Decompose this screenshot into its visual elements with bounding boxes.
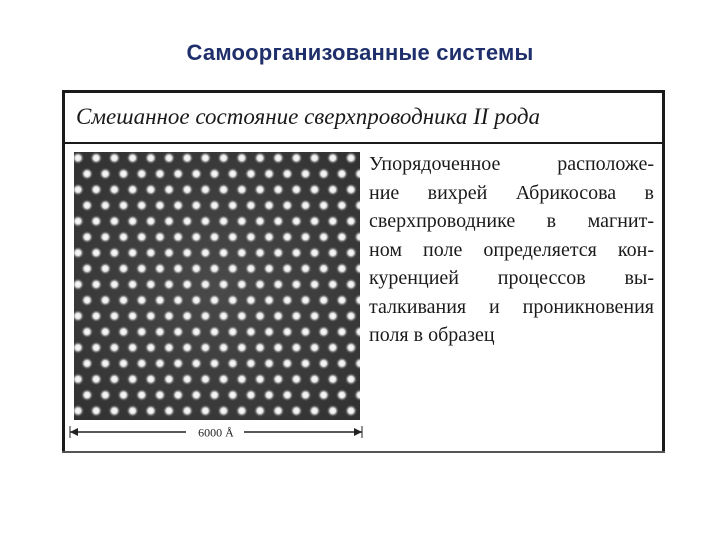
vortex-dot bbox=[308, 246, 321, 259]
figure-border-right bbox=[662, 90, 665, 453]
vortex-dot bbox=[90, 373, 103, 386]
vortex-dot bbox=[144, 404, 157, 417]
vortex-dot bbox=[281, 262, 294, 275]
vortex-dot bbox=[308, 373, 321, 386]
caption-line: куренцией процессов вы- bbox=[369, 267, 654, 289]
vortex-dot bbox=[163, 404, 176, 417]
vortex-dot bbox=[345, 373, 358, 386]
vortex-dot bbox=[90, 246, 103, 259]
scale-bar bbox=[66, 422, 366, 442]
vortex-dot bbox=[290, 246, 303, 259]
vortex-dot bbox=[245, 262, 258, 275]
vortex-dot bbox=[336, 199, 349, 212]
vortex-dot bbox=[217, 404, 230, 417]
vortex-dot bbox=[235, 183, 248, 196]
vortex-dot bbox=[254, 278, 267, 291]
vortex-dot bbox=[299, 294, 312, 307]
vortex-dot bbox=[126, 373, 139, 386]
vortex-dot bbox=[108, 183, 121, 196]
vortex-dot bbox=[154, 357, 167, 370]
vortex-dot bbox=[326, 246, 339, 259]
vortex-dot bbox=[144, 246, 157, 259]
vortex-dot bbox=[208, 357, 221, 370]
vortex-dot bbox=[290, 404, 303, 417]
vortex-dot bbox=[326, 341, 339, 354]
vortex-dot bbox=[81, 167, 94, 180]
vortex-dot bbox=[235, 341, 248, 354]
vortex-dot bbox=[199, 341, 212, 354]
vortex-dot bbox=[226, 199, 239, 212]
vortex-dot bbox=[154, 262, 167, 275]
vortex-dot bbox=[144, 152, 157, 164]
vortex-dot bbox=[135, 294, 148, 307]
vortex-dot bbox=[290, 183, 303, 196]
vortex-dot bbox=[144, 373, 157, 386]
figure-heading: Смешанное состояние сверхпроводника II рода bbox=[76, 104, 540, 129]
vortex-dot bbox=[154, 294, 167, 307]
vortex-dot bbox=[117, 262, 130, 275]
vortex-dot bbox=[199, 215, 212, 228]
vortex-dot bbox=[81, 294, 94, 307]
vortex-dot bbox=[135, 262, 148, 275]
vortex-dot bbox=[263, 231, 276, 244]
vortex-dot bbox=[208, 294, 221, 307]
vortex-dot bbox=[199, 278, 212, 291]
vortex-dot bbox=[190, 357, 203, 370]
vortex-dot bbox=[317, 389, 330, 402]
vortex-dot bbox=[263, 262, 276, 275]
vortex-dot bbox=[181, 373, 194, 386]
vortex-dot bbox=[263, 389, 276, 402]
vortex-dot bbox=[317, 357, 330, 370]
vortex-dot bbox=[235, 246, 248, 259]
vortex-dot bbox=[308, 310, 321, 323]
vortex-dot bbox=[181, 215, 194, 228]
vortex-dot bbox=[117, 167, 130, 180]
vortex-dot bbox=[90, 215, 103, 228]
vortex-dot bbox=[90, 278, 103, 291]
vortex-dot bbox=[345, 215, 358, 228]
vortex-dot bbox=[117, 199, 130, 212]
vortex-dot bbox=[199, 310, 212, 323]
vortex-dot bbox=[272, 152, 285, 164]
vortex-dot bbox=[190, 262, 203, 275]
vortex-dot bbox=[181, 278, 194, 291]
caption-line: талкивания и проникновения bbox=[369, 295, 654, 318]
vortex-dot bbox=[135, 167, 148, 180]
vortex-dot bbox=[245, 167, 258, 180]
vortex-dot bbox=[345, 246, 358, 259]
vortex-dot bbox=[190, 231, 203, 244]
vortex-dot bbox=[299, 167, 312, 180]
vortex-dot bbox=[245, 389, 258, 402]
vortex-dot bbox=[245, 357, 258, 370]
vortex-dot bbox=[235, 373, 248, 386]
vortex-dot bbox=[99, 231, 112, 244]
vortex-dot bbox=[117, 357, 130, 370]
figure-heading-divider bbox=[62, 142, 665, 144]
vortex-dot bbox=[254, 404, 267, 417]
vortex-dot bbox=[135, 325, 148, 338]
vortex-dot bbox=[336, 357, 349, 370]
vortex-dot bbox=[299, 199, 312, 212]
vortex-dot bbox=[217, 310, 230, 323]
vortex-dot bbox=[254, 310, 267, 323]
vortex-dot bbox=[90, 310, 103, 323]
vortex-dot bbox=[199, 152, 212, 164]
vortex-dot bbox=[245, 294, 258, 307]
vortex-dot bbox=[181, 152, 194, 164]
vortex-dot bbox=[163, 278, 176, 291]
vortex-dot bbox=[172, 199, 185, 212]
vortex-dot bbox=[126, 310, 139, 323]
vortex-dot bbox=[199, 404, 212, 417]
vortex-dot bbox=[272, 310, 285, 323]
vortex-dot bbox=[172, 325, 185, 338]
vortex-dot bbox=[135, 231, 148, 244]
figure-border-top bbox=[62, 90, 665, 93]
caption-line: поля в образец bbox=[369, 324, 495, 346]
vortex-dot bbox=[81, 262, 94, 275]
vortex-dot bbox=[317, 231, 330, 244]
vortex-dot bbox=[163, 215, 176, 228]
vortex-dot bbox=[144, 278, 157, 291]
vortex-dot bbox=[163, 183, 176, 196]
vortex-dot bbox=[108, 215, 121, 228]
vortex-dot bbox=[163, 246, 176, 259]
vortex-dot bbox=[208, 167, 221, 180]
vortex-dot bbox=[181, 183, 194, 196]
vortex-dot bbox=[308, 215, 321, 228]
vortex-dot bbox=[217, 373, 230, 386]
vortex-dot bbox=[126, 246, 139, 259]
vortex-dot bbox=[144, 341, 157, 354]
vortex-dot bbox=[217, 278, 230, 291]
vortex-dot bbox=[254, 246, 267, 259]
vortex-dot bbox=[126, 183, 139, 196]
vortex-dot bbox=[172, 389, 185, 402]
vortex-dot bbox=[317, 262, 330, 275]
figure-panel bbox=[62, 90, 665, 453]
vortex-dot bbox=[90, 152, 103, 164]
figure-caption bbox=[369, 150, 654, 350]
vortex-dot bbox=[190, 199, 203, 212]
vortex-dot bbox=[126, 152, 139, 164]
vortex-dot bbox=[226, 262, 239, 275]
vortex-dot bbox=[217, 152, 230, 164]
vortex-dot bbox=[108, 152, 121, 164]
vortex-dot bbox=[99, 199, 112, 212]
vortex-dot bbox=[226, 231, 239, 244]
vortex-dot bbox=[154, 325, 167, 338]
vortex-dot bbox=[199, 183, 212, 196]
vortex-dot bbox=[290, 341, 303, 354]
vortex-dot bbox=[99, 294, 112, 307]
vortex-dot bbox=[290, 310, 303, 323]
figure-border-left bbox=[62, 90, 65, 453]
scale-label: 6000 Å bbox=[198, 425, 234, 440]
vortex-dot bbox=[172, 167, 185, 180]
vortex-dot bbox=[81, 231, 94, 244]
vortex-dot bbox=[172, 357, 185, 370]
vortex-dot bbox=[299, 262, 312, 275]
vortex-dot bbox=[144, 183, 157, 196]
vortex-dot bbox=[135, 389, 148, 402]
vortex-dot bbox=[263, 167, 276, 180]
vortex-dot bbox=[172, 231, 185, 244]
vortex-lattice-image bbox=[74, 152, 360, 420]
vortex-dot bbox=[345, 183, 358, 196]
slide-title: Самоорганизованные системы bbox=[186, 40, 534, 65]
vortex-dot bbox=[190, 325, 203, 338]
vortex-dot bbox=[226, 389, 239, 402]
vortex-dot bbox=[235, 215, 248, 228]
caption-line: сверхпроводнике в магнит- bbox=[369, 210, 654, 232]
vortex-dot bbox=[108, 404, 121, 417]
vortex-dot bbox=[181, 404, 194, 417]
vortex-dot bbox=[245, 325, 258, 338]
vortex-dot bbox=[281, 199, 294, 212]
vortex-dot bbox=[172, 262, 185, 275]
vortex-dot bbox=[272, 246, 285, 259]
vortex-dot bbox=[272, 215, 285, 228]
vortex-dot bbox=[217, 183, 230, 196]
vortex-dot bbox=[299, 357, 312, 370]
vortex-dot bbox=[172, 294, 185, 307]
vortex-dot bbox=[272, 278, 285, 291]
vortex-dot bbox=[254, 215, 267, 228]
vortex-dot bbox=[336, 325, 349, 338]
caption-line: Упорядоченное расположе- bbox=[369, 153, 654, 175]
caption-line: ние вихрей Абрикосова в bbox=[369, 181, 654, 204]
vortex-dot bbox=[126, 341, 139, 354]
vortex-dot bbox=[308, 404, 321, 417]
vortex-dot bbox=[126, 215, 139, 228]
vortex-dot bbox=[154, 389, 167, 402]
vortex-dot bbox=[281, 294, 294, 307]
vortex-dot bbox=[336, 294, 349, 307]
vortex-dot bbox=[326, 404, 339, 417]
vortex-dot bbox=[336, 231, 349, 244]
vortex-dot bbox=[163, 152, 176, 164]
vortex-dot bbox=[326, 215, 339, 228]
vortex-dot bbox=[336, 389, 349, 402]
vortex-dot bbox=[144, 215, 157, 228]
vortex-dot bbox=[99, 325, 112, 338]
vortex-dot bbox=[326, 373, 339, 386]
vortex-dot bbox=[208, 231, 221, 244]
vortex-dot bbox=[345, 341, 358, 354]
caption-line: ном поле определяется кон- bbox=[369, 238, 654, 261]
vortex-dot bbox=[299, 231, 312, 244]
vortex-dot bbox=[317, 294, 330, 307]
vortex-dot bbox=[126, 404, 139, 417]
figure-border-bottom bbox=[62, 451, 665, 453]
vortex-dot bbox=[281, 357, 294, 370]
vortex-dot bbox=[299, 389, 312, 402]
vortex-dot bbox=[117, 389, 130, 402]
vortex-dot bbox=[208, 389, 221, 402]
vortex-dot bbox=[108, 246, 121, 259]
vortex-dot bbox=[290, 152, 303, 164]
vortex-dot bbox=[254, 341, 267, 354]
vortex-dot bbox=[326, 183, 339, 196]
vortex-dot bbox=[226, 294, 239, 307]
vortex-dot bbox=[263, 294, 276, 307]
vortex-dot bbox=[263, 325, 276, 338]
vortex-dot bbox=[326, 310, 339, 323]
vortex-dot bbox=[263, 357, 276, 370]
vortex-dot bbox=[108, 373, 121, 386]
vortex-dot bbox=[154, 167, 167, 180]
vortex-dot bbox=[226, 357, 239, 370]
vortex-dot bbox=[245, 199, 258, 212]
vortex-dot bbox=[81, 199, 94, 212]
vortex-dot bbox=[117, 325, 130, 338]
vortex-dot bbox=[217, 215, 230, 228]
vortex-dot bbox=[290, 278, 303, 291]
vortex-dot bbox=[235, 278, 248, 291]
vortex-dot bbox=[336, 262, 349, 275]
vortex-dot bbox=[99, 262, 112, 275]
vortex-dot bbox=[281, 389, 294, 402]
vortex-dot bbox=[235, 152, 248, 164]
vortex-dot bbox=[208, 325, 221, 338]
vortex-dot bbox=[308, 341, 321, 354]
vortex-dot bbox=[317, 325, 330, 338]
vortex-dot bbox=[81, 325, 94, 338]
vortex-dot bbox=[272, 404, 285, 417]
vortex-dot bbox=[190, 389, 203, 402]
vortex-dot bbox=[317, 199, 330, 212]
vortex-dot bbox=[181, 341, 194, 354]
vortex-dot bbox=[108, 341, 121, 354]
vortex-dot bbox=[217, 341, 230, 354]
vortex-dot bbox=[290, 373, 303, 386]
vortex-dot bbox=[117, 231, 130, 244]
vortex-dot bbox=[126, 278, 139, 291]
vortex-dot bbox=[272, 341, 285, 354]
vortex-dot bbox=[326, 278, 339, 291]
vortex-dot bbox=[235, 404, 248, 417]
vortex-dot bbox=[299, 325, 312, 338]
vortex-dot bbox=[345, 278, 358, 291]
vortex-dot bbox=[317, 167, 330, 180]
vortex-dot bbox=[345, 404, 358, 417]
vortex-dot bbox=[281, 231, 294, 244]
vortex-dot bbox=[81, 357, 94, 370]
vortex-dot bbox=[144, 310, 157, 323]
vortex-dot bbox=[308, 278, 321, 291]
vortex-dot bbox=[81, 389, 94, 402]
vortex-dot bbox=[154, 199, 167, 212]
vortex-dot bbox=[308, 152, 321, 164]
vortex-dot bbox=[245, 231, 258, 244]
vortex-dot bbox=[226, 167, 239, 180]
vortex-dot bbox=[181, 246, 194, 259]
vortex-dot bbox=[199, 373, 212, 386]
vortex-dot bbox=[281, 325, 294, 338]
vortex-dot bbox=[281, 167, 294, 180]
vortex-dot bbox=[308, 183, 321, 196]
vortex-dot bbox=[90, 404, 103, 417]
vortex-dot bbox=[208, 199, 221, 212]
vortex-dot bbox=[272, 183, 285, 196]
vortex-dot bbox=[345, 152, 358, 164]
vortex-dot bbox=[226, 325, 239, 338]
vortex-dot bbox=[190, 167, 203, 180]
vortex-dot bbox=[90, 341, 103, 354]
vortex-dot bbox=[163, 373, 176, 386]
vortex-dot bbox=[117, 294, 130, 307]
vortex-dot bbox=[290, 215, 303, 228]
vortex-dot bbox=[99, 167, 112, 180]
vortex-dot bbox=[108, 310, 121, 323]
vortex-dot bbox=[135, 357, 148, 370]
vortex-dot bbox=[326, 152, 339, 164]
vortex-dot bbox=[181, 310, 194, 323]
vortex-dot bbox=[163, 341, 176, 354]
vortex-dot bbox=[272, 373, 285, 386]
vortex-dot bbox=[254, 183, 267, 196]
vortex-dot bbox=[336, 167, 349, 180]
vortex-dot bbox=[190, 294, 203, 307]
vortex-dot bbox=[199, 246, 212, 259]
vortex-dot bbox=[135, 199, 148, 212]
vortex-dot bbox=[154, 231, 167, 244]
vortex-dot bbox=[99, 389, 112, 402]
vortex-dot bbox=[90, 183, 103, 196]
vortex-dot bbox=[263, 199, 276, 212]
vortex-dot bbox=[99, 357, 112, 370]
vortex-dot bbox=[217, 246, 230, 259]
vortex-dot bbox=[108, 278, 121, 291]
vortex-dot bbox=[254, 373, 267, 386]
vortex-dot bbox=[235, 310, 248, 323]
vortex-dot bbox=[208, 262, 221, 275]
vortex-dot bbox=[163, 310, 176, 323]
vortex-dot bbox=[254, 152, 267, 164]
vortex-dot bbox=[345, 310, 358, 323]
